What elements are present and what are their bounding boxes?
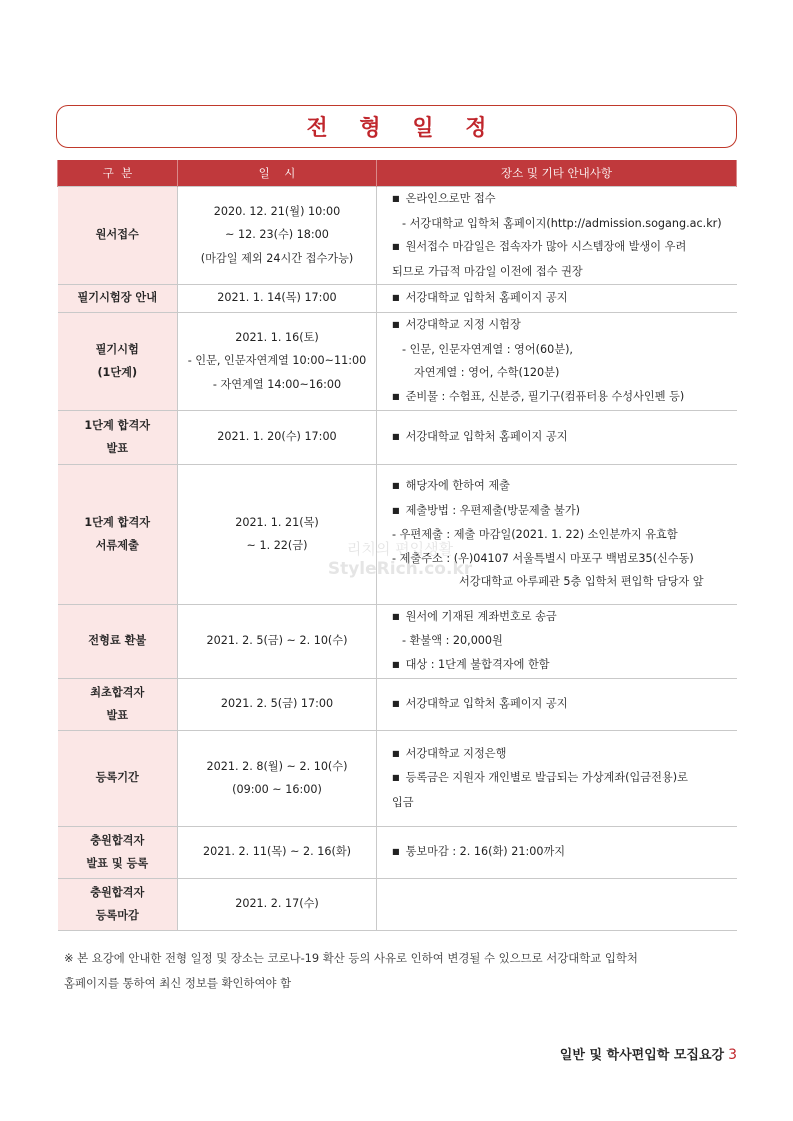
watermark-line1: 리치의 편입생활 <box>346 540 454 558</box>
notice-text <box>64 946 740 996</box>
category-line: 원서접수 <box>95 228 139 242</box>
datetime-line: 2021. 1. 20(수) 17:00 <box>217 430 337 444</box>
row-category <box>58 284 178 312</box>
row-datetime <box>178 284 377 312</box>
table-row <box>58 410 737 464</box>
datetime-line: 2021. 1. 14(목) 17:00 <box>217 291 337 305</box>
row-category <box>58 878 178 930</box>
row-datetime <box>178 410 377 464</box>
info-line: 입금 <box>392 795 414 809</box>
row-category <box>58 730 178 826</box>
info-line: - 인문, 인문자연계열 : 영어(60분), <box>402 342 573 356</box>
row-info <box>377 678 737 730</box>
datetime-line: ~ 12. 23(수) 18:00 <box>225 228 329 242</box>
datetime-line: (09:00 ~ 16:00) <box>232 783 322 796</box>
row-category <box>58 186 178 284</box>
row-info <box>377 284 737 312</box>
row-info <box>377 826 737 878</box>
row-info <box>377 730 737 826</box>
category-line: 발표 및 등록 <box>86 857 149 870</box>
datetime-line: ~ 1. 22(금) <box>246 539 308 552</box>
row-datetime <box>178 186 377 284</box>
table-row <box>58 604 737 678</box>
row-category <box>58 312 178 410</box>
info-line: 되므로 가급적 마감일 이전에 접수 권장 <box>392 264 583 278</box>
info-bullet: ■ 원서접수 마감일은 접속자가 많아 시스템장애 발생이 우려 <box>392 235 733 260</box>
info-bullet: ■ 서강대학교 입학처 홈페이지 공지 <box>392 425 733 450</box>
page-footer <box>560 1044 737 1063</box>
table-header-row <box>58 160 737 186</box>
info-bullet: ■ 대상 : 1단계 불합격자에 한함 <box>392 653 733 678</box>
row-info <box>377 604 737 678</box>
info-bullet: ■ 등록금은 지원자 개인별로 발급되는 가상계좌(입금전용)로 <box>392 766 733 791</box>
datetime-line: - 인문, 인문자연계열 10:00~11:00 <box>187 354 367 368</box>
table-row <box>58 284 737 312</box>
category-line: 최초합격자 <box>90 685 145 699</box>
footer-title: 일반 및 학사편입학 모집요강 <box>559 1048 725 1063</box>
table-row <box>58 878 737 930</box>
info-line: - 서강대학교 입학처 홈페이지(http://admission.sogang.ac.kr) <box>402 216 722 230</box>
category-line: 1단계 합격자 <box>84 515 151 529</box>
category-line: 1단계 합격자 <box>84 418 151 432</box>
notice-line1: ※ 본 요강에 안내한 전형 일정 및 장소는 코로나-19 확산 등의 사유로 인하여 변경될 수 있으므로 서강대학교 입학처 <box>64 951 638 965</box>
info-line: - 우편제출 : 제출 마감일(2021. 1. 22) 소인분까지 유효함 <box>392 528 678 542</box>
info-bullet: ■ 서강대학교 지정 시험장 <box>392 313 733 338</box>
info-line: 서강대학교 아루페관 5층 입학처 편입학 담당자 앞 <box>459 575 704 589</box>
datetime-line: 2021. 1. 21(목) <box>235 515 319 529</box>
category-line: 등록기간 <box>95 771 139 785</box>
category-line: 필기시험장 안내 <box>77 291 158 305</box>
info-line: 자연계열 : 영어, 수학(120분) <box>414 366 560 379</box>
category-line: 발표 <box>106 442 129 455</box>
category-line: 전형료 환불 <box>88 634 147 648</box>
row-datetime <box>178 312 377 410</box>
info-bullet: ■ 준비물 : 수험표, 신분증, 필기구(컴퓨터용 수성사인펜 등) <box>392 385 733 410</box>
table-row <box>58 186 737 284</box>
page-title-box <box>56 105 737 148</box>
category-line: 서류제출 <box>95 539 139 552</box>
row-info <box>377 878 737 930</box>
category-line: 등록마감 <box>95 909 139 922</box>
row-datetime <box>178 878 377 930</box>
row-category <box>58 410 178 464</box>
datetime-line: 2021. 2. 17(수) <box>235 897 319 911</box>
info-line: - 제출주소 : (우)04107 서울특별시 마포구 백범로35(신수동) <box>392 551 694 565</box>
table-row <box>58 730 737 826</box>
category-line: 필기시험 <box>95 342 139 356</box>
row-info <box>377 186 737 284</box>
datetime-line: 2021. 1. 16(토) <box>235 330 319 344</box>
info-bullet: ■ 서강대학교 입학처 홈페이지 공지 <box>392 286 733 311</box>
category-line: (1단계) <box>97 366 138 379</box>
info-bullet: ■ 원서에 기재된 계좌번호로 송금 <box>392 605 733 630</box>
datetime-line: 2021. 2. 8(월) ~ 2. 10(수) <box>206 759 348 773</box>
row-info <box>377 312 737 410</box>
row-datetime <box>178 604 377 678</box>
datetime-line: 2021. 2. 11(목) ~ 2. 16(화) <box>202 845 352 859</box>
row-category <box>58 826 178 878</box>
row-info <box>377 410 737 464</box>
info-bullet: ■ 통보마감 : 2. 16(화) 21:00까지 <box>392 840 733 865</box>
page-number: 3 <box>728 1047 737 1063</box>
datetime-line: 2021. 2. 5(금) ~ 2. 10(수) <box>206 634 348 648</box>
info-bullet: ■ 해당자에 한하여 제출 <box>392 474 733 499</box>
row-category <box>58 604 178 678</box>
table-row <box>58 678 737 730</box>
info-bullet: ■ 제출방법 : 우편제출(방문제출 불가) <box>392 499 733 524</box>
page-title: 전 형 일 정 <box>306 116 499 141</box>
info-bullet: ■ 온라인으로만 접수 <box>392 187 733 212</box>
row-datetime <box>178 678 377 730</box>
datetime-line: 2021. 2. 5(금) 17:00 <box>220 697 334 711</box>
table-row <box>58 826 737 878</box>
watermark-line2: StyleRich.co.kr <box>327 559 473 579</box>
header-datetime: 일 시 <box>178 160 377 186</box>
row-info <box>377 464 737 604</box>
info-bullet: ■ 서강대학교 지정은행 <box>392 742 733 767</box>
datetime-line: (마감일 제외 24시간 접수가능) <box>200 251 354 265</box>
header-info: 장소 및 기타 안내사항 <box>377 160 737 186</box>
row-category <box>58 678 178 730</box>
datetime-line: 2020. 12. 21(월) 10:00 <box>213 204 341 218</box>
row-datetime <box>178 826 377 878</box>
table-row <box>58 464 737 604</box>
info-line: - 환불액 : 20,000원 <box>402 634 503 648</box>
category-line: 발표 <box>106 709 129 722</box>
datetime-line: - 자연계열 14:00~16:00 <box>212 377 342 391</box>
category-line: 충원합격자 <box>90 833 145 847</box>
table-row <box>58 312 737 410</box>
row-datetime <box>178 730 377 826</box>
header-category: 구 분 <box>58 160 178 186</box>
schedule-table <box>57 160 737 931</box>
category-line: 충원합격자 <box>90 885 145 899</box>
info-bullet: ■ 서강대학교 입학처 홈페이지 공지 <box>392 692 733 717</box>
row-datetime <box>178 464 377 604</box>
row-category <box>58 464 178 604</box>
notice-line2: 홈페이지를 통하여 최신 정보를 확인하여야 함 <box>64 976 292 990</box>
